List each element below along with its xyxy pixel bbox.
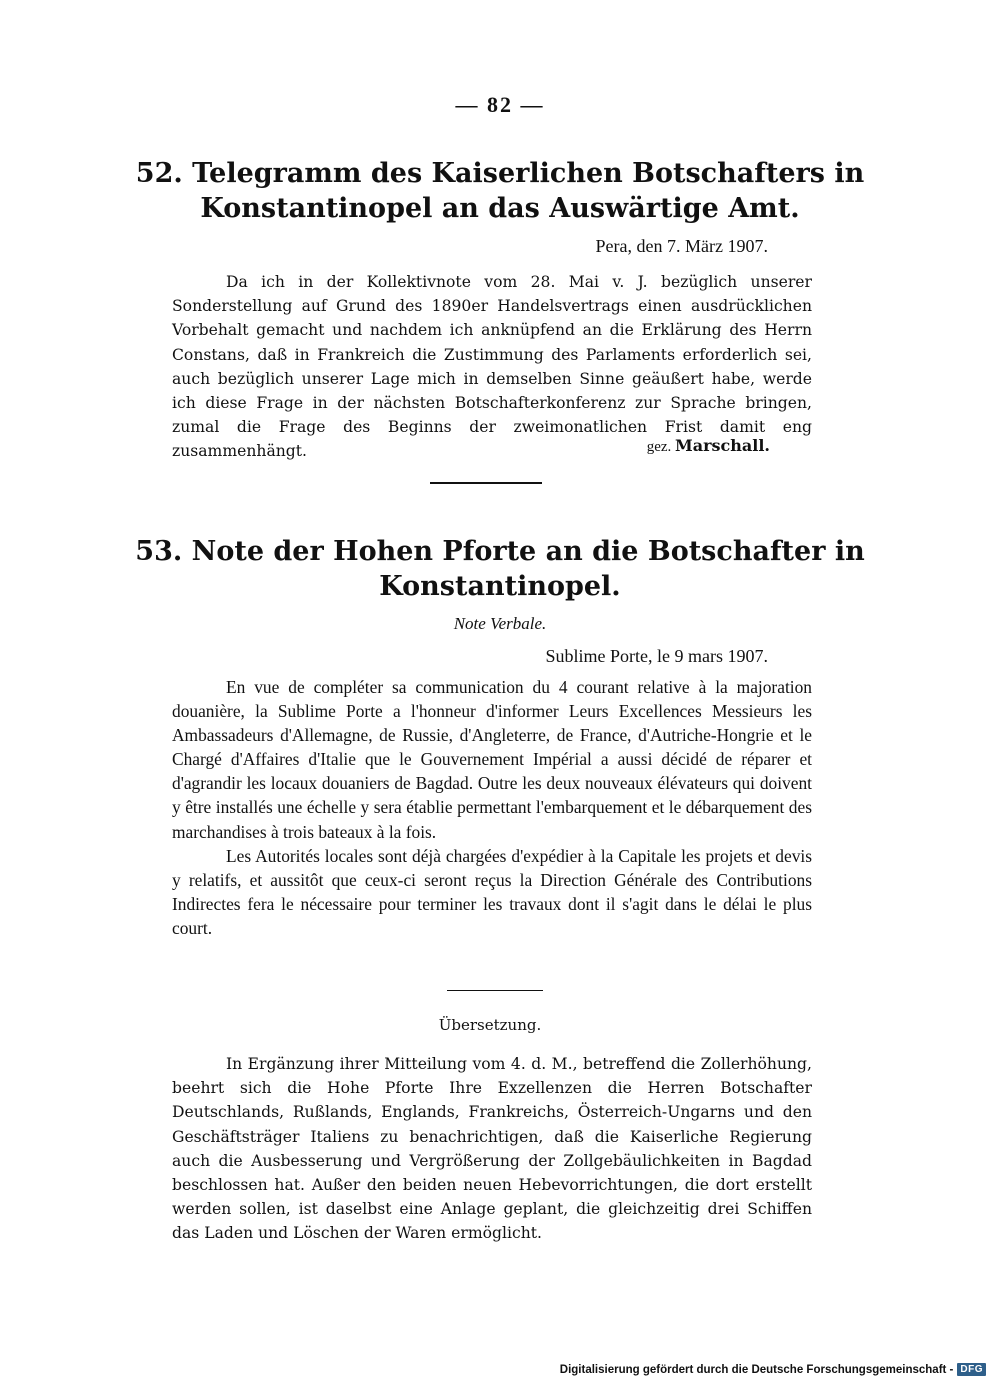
translation-body <box>172 1052 812 1246</box>
translation-paragraph: In Ergänzung ihrer Mitteilung vom 4. d. M., betreffend die Zollerhöhung, beehrt sich die Hohe Pforte Ihre Exzellenzen die Herren Botschafter Deutschlands, Rußlands, Englands, Frankreichs, Österreich-Ungarns und den Geschäftsträger Italiens zu benachrichtigen, daß die Kaiserliche Regierung auch die Ausbesserung und Vergrößerung der Zollgebäulichkeiten in Bagdad beschlossen hat. Außer den beiden neuen Hebevorrichtungen, die dort erstellt werden sollen, ist daselbst eine Anlage geplant, die gleichzeitig drei Schiffen das Laden und Löschen der Waren ermöglicht. <box>172 1055 812 1243</box>
section-53-french-body <box>172 675 812 940</box>
translation-heading: Übersetzung. <box>438 1016 542 1034</box>
translation-divider <box>447 990 543 991</box>
french-paragraph-2: Les Autorités locales sont déjà chargées d'expédier à la Capitale les projets et devis y relatifs, et aussitôt que ceux-ci seront reçus la Direction Générale des Contributions Indirectes fera le nécessaire pour terminer les travaux dont il s'agit dans le délai le plus court. <box>172 845 812 938</box>
signature-name: Marschall. <box>675 436 770 455</box>
signature-prefix: gez. <box>646 439 672 455</box>
section-52-heading: 52. Telegramm des Kaiserlichen Botschafters in Konstantinopel an das Auswärtige Amt. <box>135 158 865 224</box>
section-divider <box>430 482 542 484</box>
page-number: — 82 — <box>455 92 545 117</box>
signature <box>647 436 770 456</box>
section-52-dateline: Pera, den 7. März 1907. <box>595 236 768 256</box>
footer-text: Digitalisierung gefördert durch die Deutsche Forschungsgemeinschaft - <box>559 1363 954 1376</box>
note-verbale-label: Note Verbale. <box>453 614 547 633</box>
section-53-heading: 53. Note der Hohen Pforte an die Botschafter in Konstantinopel. <box>135 536 865 602</box>
section-52-body <box>172 270 812 464</box>
french-paragraph-1: En vue de compléter sa communication du 4 courant relative à la majoration douanière, la Sublime Porte a l'honneur d'informer Leurs Excellences Messieurs les Ambassadeurs d'Allemagne, de Russie, d'Angleterre, de France, d'Autriche-Hongrie et le Chargé d'Affaires d'Italie que le Gouvernement Impérial a aussi décidé de réparer et d'agrandir les locaux douaniers de Bagdad. Outre les deux nouveaux élévateurs qui doivent y être installés une échelle y sera établie permettant l'embarquement et le débarquement des marchandises à trois bateaux à la fois. <box>172 677 812 842</box>
section-52-paragraph: Da ich in der Kollektivnote vom 28. Mai v. J. bezüglich unserer Sonderstellung auf Grund des 1890er Handelsvertrags einen ausdrücklichen Vorbehalt gemacht und nachdem ich anknüpfend an die Erklärung des Herrn Constans, daß in Frankreich die Zustimmung des Parlaments erforderlich sei, auch bezüglich unserer Lage mich in demselben Sinne geäußert habe, werde ich diese Frage in der nächsten Botschafterkonferenz zur Sprache bringen, zumal die Frage des Beginns der zweimonatlichen Frist damit eng zusammenhängt. <box>172 273 812 461</box>
section-53-dateline: Sublime Porte, le 9 mars 1907. <box>545 646 768 666</box>
footer-credit <box>560 1363 986 1376</box>
dfg-logo-icon: DFG <box>957 1363 986 1376</box>
